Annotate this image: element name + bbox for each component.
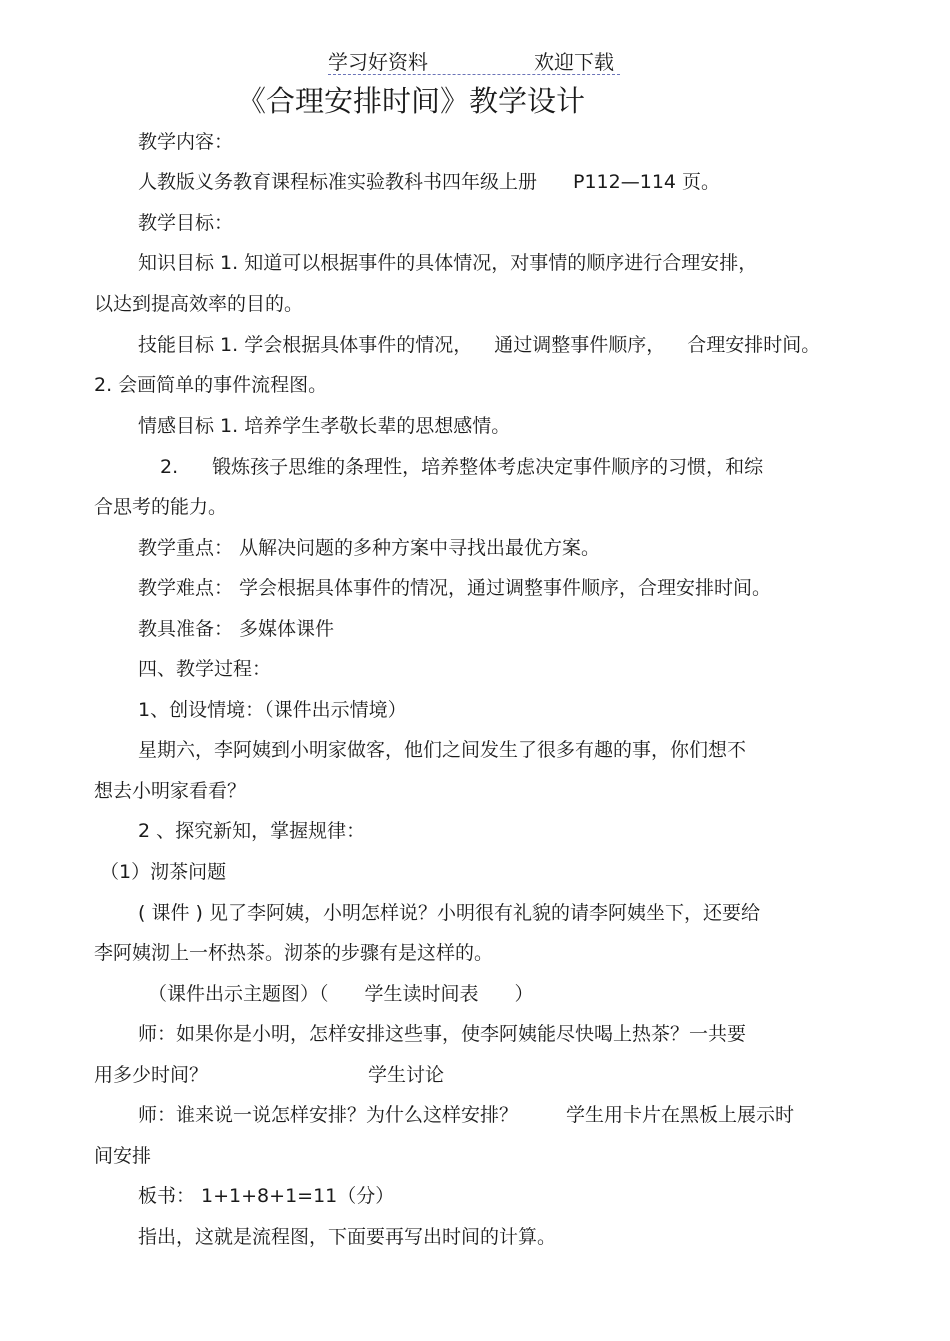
student-cards-text: 学生用卡片在黑板上展示时 <box>566 1104 795 1126</box>
emotion-goal-2-cont: 合思考的能力。 <box>94 496 228 518</box>
tea-problem-text: ( 课件 ) 见了李阿姨，小明怎样说？小明很有礼貌的请李阿姨坐下，还要给 <box>138 902 760 924</box>
teaching-aids: 教具准备： 多媒体课件 <box>138 618 335 640</box>
document-title: 《合理安排时间》教学设计 <box>237 84 586 118</box>
question-2-text: 师：谁来说一说怎样安排？为什么这样安排？ <box>138 1104 519 1126</box>
theme-image-text: （课件出示主题图）（ <box>148 983 329 1005</box>
teaching-difficulty: 教学难点： 学会根据具体事件的情况，通过调整事件顺序，合理安排时间。 <box>138 577 772 599</box>
knowledge-goal: 知识目标 1. 知道可以根据事件的具体情况，对事情的顺序进行合理安排， <box>138 252 758 274</box>
read-schedule-text: 学生读时间表 <box>364 983 479 1005</box>
teaching-goals-heading: 教学目标： <box>138 212 234 234</box>
skill-goal-2: 2. 会画简单的事件流程图。 <box>94 374 328 396</box>
skill-goal <box>138 333 820 357</box>
skill-goal-part3: 合理安排时间。 <box>687 334 821 356</box>
step-2-heading: 2 、探究新知，掌握规律： <box>138 820 366 842</box>
closing-paren: ） <box>514 983 534 1005</box>
textbook-name: 人教版义务教育课程标准实验教科书四年级上册 <box>138 171 538 193</box>
teacher-question-1: 师：如果你是小明，怎样安排这些事，使李阿姨能尽快喝上热茶？一共要 <box>138 1023 747 1045</box>
emotion-goal-2 <box>160 455 763 479</box>
theme-image-line <box>148 982 534 1006</box>
skill-goal-part1: 技能目标 1. 学会根据具体事件的情况， <box>138 334 473 356</box>
blackboard-formula: 板书： 1+1+8+1=11（分） <box>138 1185 395 1207</box>
page-header <box>328 46 620 75</box>
student-discussion: 学生讨论 <box>368 1064 445 1086</box>
skill-goal-part2: 通过调整事件顺序， <box>494 334 666 356</box>
teacher-question-2-cont: 间安排 <box>94 1145 152 1167</box>
tea-problem-heading: （1）沏茶问题 <box>100 861 227 883</box>
teaching-content-heading: 教学内容： <box>138 131 234 153</box>
knowledge-goal-cont: 以达到提高效率的目的。 <box>94 293 304 315</box>
teacher-question-2 <box>138 1103 794 1127</box>
page-range: P112—114 页。 <box>573 171 721 193</box>
scenario-text: 星期六，李阿姨到小明家做客，他们之间发生了很多有趣的事，你们想不 <box>138 739 747 761</box>
step-1-heading: 1、创设情境：（课件出示情境） <box>138 699 407 721</box>
header-left-text: 学习好资料 <box>328 50 428 74</box>
textbook-line <box>138 170 720 194</box>
scenario-text-cont: 想去小明家看看？ <box>94 780 247 802</box>
emotion-goal-2-number: 2. <box>160 456 179 478</box>
emotion-goal-2-text: 锻炼孩子思维的条理性，培养整体考虑决定事件顺序的习惯，和综 <box>212 456 764 478</box>
header-right-text: 欢迎下载 <box>534 50 614 74</box>
teacher-question-1-cont <box>94 1063 444 1087</box>
flowchart-note: 指出，这就是流程图，下面要再写出时间的计算。 <box>138 1226 557 1248</box>
teaching-focus: 教学重点： 从解决问题的多种方案中寻找出最优方案。 <box>138 537 601 559</box>
question-cont-text: 用多少时间？ <box>94 1064 209 1086</box>
tea-problem-text-cont: 李阿姨沏上一杯热茶。沏茶的步骤有是这样的。 <box>94 942 494 964</box>
emotion-goal: 情感目标 1. 培养学生孝敬长辈的思想感情。 <box>138 415 511 437</box>
teaching-process-heading: 四、教学过程： <box>138 658 272 680</box>
